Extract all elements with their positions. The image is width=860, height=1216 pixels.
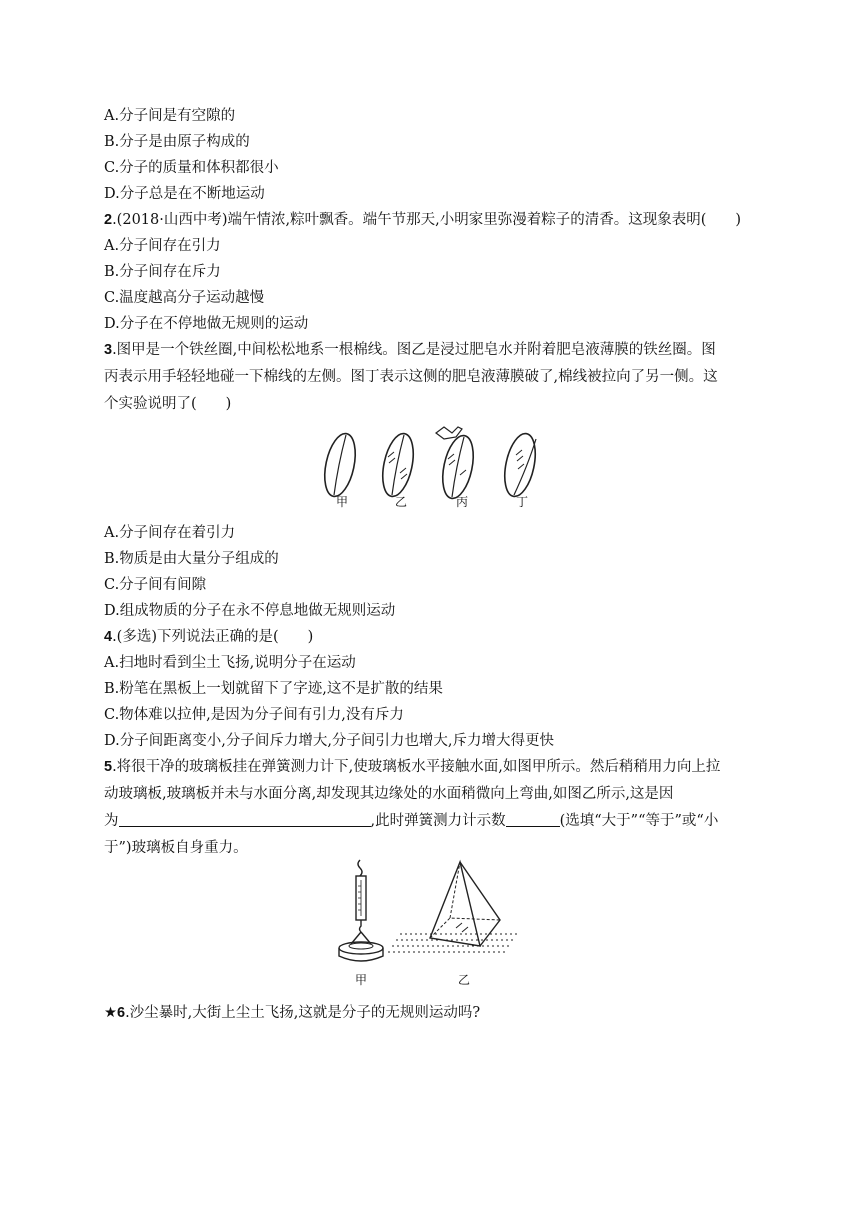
spring-balance-diagram: [339, 860, 383, 961]
q5-stem-text-1: .将很干净的玻璃板挂在弹簧测力计下,使玻璃板水平接触水面,如图甲所示。然后稍稍用力向上拉: [112, 759, 721, 775]
q3-stem-text-1: .图甲是一个铁丝圈,中间松松地系一根棉线。图乙是浸过肥皂水并附着肥皂液薄膜的铁丝圈。图: [112, 342, 716, 358]
q3-option-b: B.物质是由大量分子组成的: [104, 551, 279, 567]
loop-jia-diagram: [320, 431, 361, 499]
q3-label-ding: 丁: [516, 495, 529, 509]
q6-number: 6: [117, 1005, 126, 1021]
q5-stem-line4: 于”)玻璃板自身重力。: [104, 840, 248, 856]
q4-option-c: C.物体难以拉伸,是因为分子间有引力,没有斥力: [104, 707, 404, 723]
q1-option-d: D.分子总是在不断地运动: [104, 186, 265, 202]
q3-stem-line1: [104, 340, 716, 360]
q6-stem: [104, 1003, 480, 1023]
q2-number: 2: [104, 212, 113, 228]
q3-number: 3: [104, 342, 113, 358]
q6-stem-text: .沙尘暴时,大街上尘土飞扬,这就是分子的无规则运动吗?: [125, 1005, 481, 1021]
q5-text-c: (选填“大于”“等于”或“小: [559, 813, 719, 829]
q2-stem-text: .(2018·山西中考)端午情浓,粽叶飘香。端午节那天,小明家里弥漫着粽子的清香。这现象表明( ): [112, 212, 742, 228]
q5-stem-line1: [104, 757, 720, 777]
q5-answer-blank-2[interactable]: [506, 811, 560, 827]
q3-option-c: C.分子间有间隙: [104, 577, 207, 593]
q2-option-d: D.分子在不停地做无规则的运动: [104, 316, 309, 332]
q5-text-b: ,此时弹簧测力计示数: [370, 813, 506, 829]
q4-stem-text: .(多选)下列说法正确的是( ): [112, 629, 314, 645]
q3-stem-line2: 丙表示用手轻轻地碰一下棉线的左侧。图丁表示这侧的肥皂液薄膜破了,棉线被拉向了另一侧。这: [104, 369, 718, 385]
q3-option-d: D.组成物质的分子在永不停息地做无规则运动: [104, 603, 396, 619]
q1-option-c: C.分子的质量和体积都很小: [104, 160, 279, 176]
q5-answer-blank-1[interactable]: [119, 811, 371, 827]
q2-option-b: B.分子间存在斥力: [104, 264, 221, 280]
q4-option-b: B.粉笔在黑板上一划就留下了字迹,这不是扩散的结果: [104, 681, 443, 697]
loop-bing-diagram: [436, 427, 478, 501]
q5-glass-plate-figure: [330, 858, 530, 968]
q4-option-d: D.分子间距离变小,分子间斥力增大,分子间引力也增大,斥力增大得更快: [104, 733, 555, 749]
q5-text-a: 为: [104, 813, 119, 829]
q1-option-b: B.分子是由原子构成的: [104, 134, 250, 150]
q4-number: 4: [104, 629, 113, 645]
q3-option-a: A.分子间存在着引力: [104, 525, 236, 541]
loop-ding-diagram: [500, 431, 541, 499]
q5-stem-line2: 动玻璃板,玻璃板并未与水面分离,却发现其边缘处的水面稍微向上弯曲,如图乙所示,这是因: [104, 786, 674, 802]
q5-label-yi: 乙: [458, 973, 471, 987]
q2-option-c: C.温度越高分子运动越慢: [104, 290, 265, 306]
pyramid-glass-diagram: [388, 862, 520, 952]
q3-label-bing: 丙: [456, 495, 469, 509]
q2-option-a: A.分子间存在引力: [104, 238, 221, 254]
q4-option-a: A.扫地时看到尘土飞扬,说明分子在运动: [104, 655, 356, 671]
q5-stem-line3: [104, 811, 718, 831]
q3-label-yi: 乙: [395, 495, 408, 509]
star-icon: ★: [104, 1005, 117, 1021]
loop-yi-diagram: [378, 431, 419, 499]
q3-label-jia: 甲: [336, 495, 349, 509]
q4-stem: [104, 627, 313, 647]
q1-option-a: A.分子间是有空隙的: [104, 108, 236, 124]
q5-label-jia: 甲: [355, 973, 368, 987]
q3-stem-line3: 个实验说明了( ): [104, 396, 232, 412]
q5-number: 5: [104, 759, 113, 775]
q2-stem: [104, 210, 741, 230]
